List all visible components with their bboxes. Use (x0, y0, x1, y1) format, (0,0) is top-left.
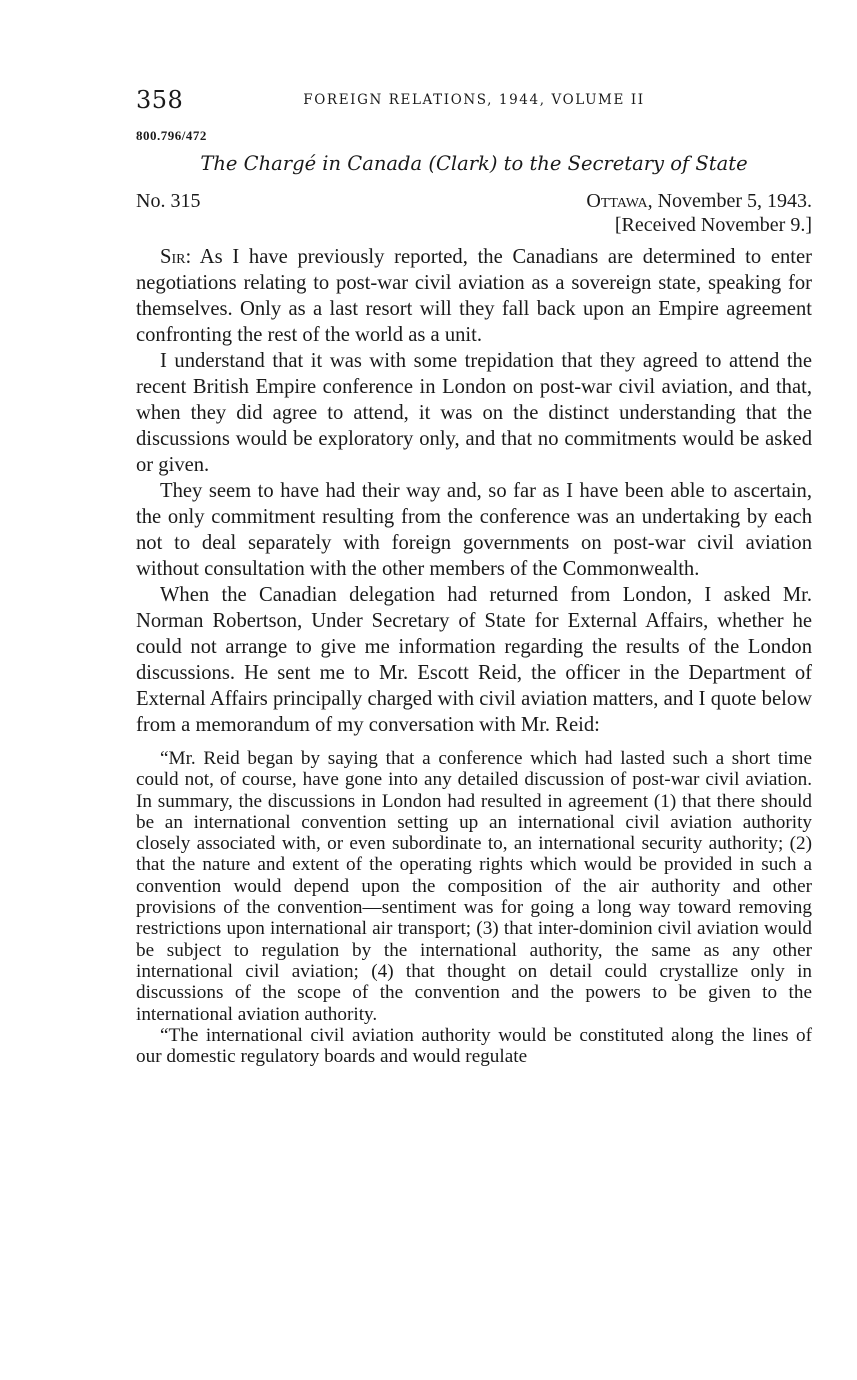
paragraph-1 (136, 244, 812, 348)
date: , November 5, 1943. (647, 190, 812, 212)
document-heading: The Chargé in Canada (Clark) to the Secretary of State (200, 152, 748, 175)
document-meta (136, 190, 812, 244)
page-number: 358 (136, 86, 184, 114)
paragraph-1-text: : As I have previously reported, the Canadians are determined to enter negotiations relating to post-war civil aviation as a sovereign state, speaking for themselves. Only as a last resort will they fall back upon an Empire agreement confronting the rest of the world as a unit. (136, 246, 812, 346)
quote-paragraph-2: “The international civil aviation authority would be constituted along the lines of our domestic regulatory boards and would regulate (136, 1024, 812, 1068)
document-page (136, 86, 812, 1067)
place-and-date (586, 190, 812, 213)
received-date: [Received November 9.] (614, 214, 812, 236)
running-head (136, 86, 812, 120)
running-head-title: FOREIGN RELATIONS, 1944, VOLUME II (303, 92, 645, 108)
document-number: No. 315 (136, 190, 201, 212)
place: Ottawa (586, 190, 648, 212)
quoted-memorandum (136, 748, 812, 1067)
paragraph-2: I understand that it was with some trepidation that they agreed to attend the recent British Empire conference in London on post-war civil aviation, and that, when they did agree to attend, it was on the distinct understanding that the discussions would be exploratory only, and that no commitments would be asked or given. (136, 350, 812, 476)
paragraph-4: When the Canadian delegation had returned from London, I asked Mr. Norman Robertson, Under Secretary of State for External Affairs, whether he could not arrange to give me information regarding the results of the London discussions. He sent me to Mr. Escott Reid, the officer in the Department of External Affairs principally charged with civil aviation matters, and I quote below from a memorandum of my conversation with Mr. Reid: (136, 584, 812, 736)
quote-paragraph-1: “Mr. Reid began by saying that a conference which had lasted such a short time could not, of course, have gone into any detailed discussion of post-war civil aviation. In summary, the discussions in London had resulted in agreement (1) that there should be an international convention setting up an international civil aviation authority closely associated with, or even subordinate to, an international security authority; (2) that the nature and extent of the operating rights which would be provided in such a convention would depend upon the composition of the air authority and other provisions of the convention—sentiment was for going a long way toward removing restrictions upon international air transport; (3) that inter-dominion civil aviation would be subject to regulation by the international authority, the same as any other international civil aviation; (4) that thought on detail could crystallize only in discussions of the scope of the convention and the powers to be given to the international aviation authority. (136, 748, 812, 1025)
paragraph-3: They seem to have had their way and, so far as I have been able to ascertain, the only commitment resulting from the conference was an undertaking by each not to deal separately with foreign governments on post-war civil aviation without consultation with the other members of the Commonwealth. (136, 480, 812, 580)
salutation: Sir (160, 246, 186, 268)
file-number: 800.796/472 (136, 128, 207, 143)
